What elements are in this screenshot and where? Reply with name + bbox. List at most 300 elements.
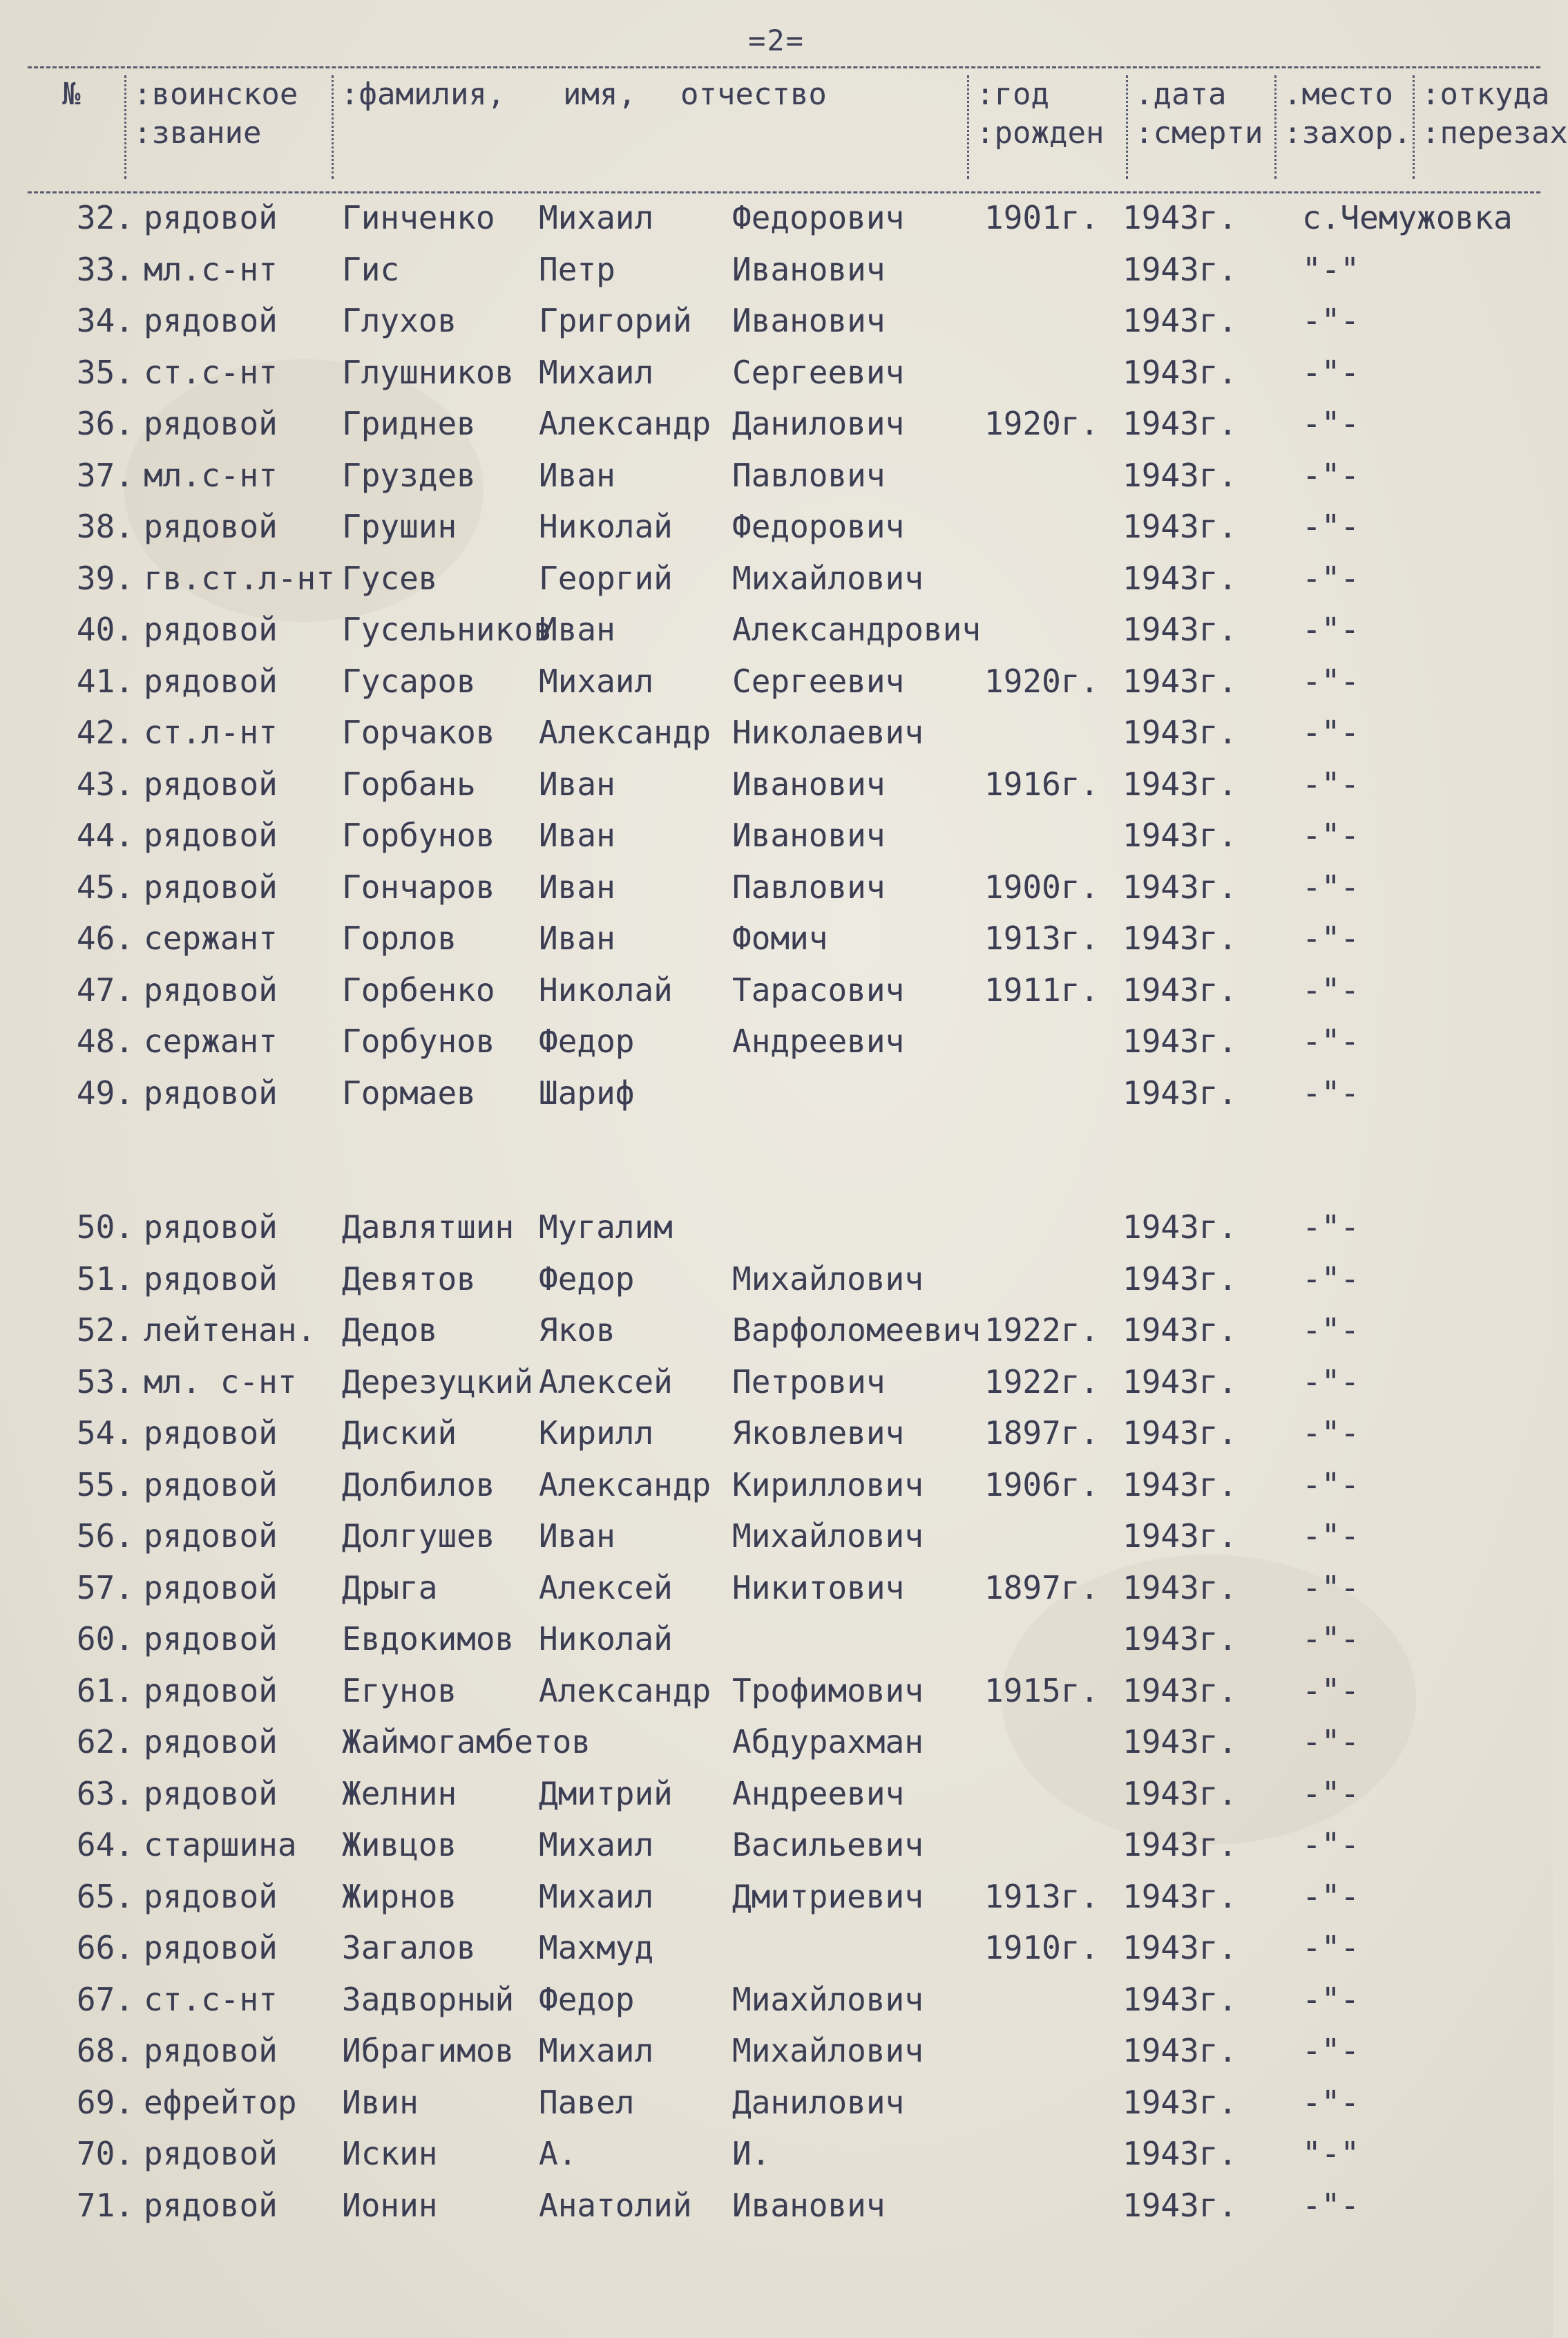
table-row (0, 708, 1553, 757)
row-surname: Горлов (342, 920, 457, 957)
row-name: Георгий (539, 559, 673, 597)
row-number: 34. (76, 302, 134, 339)
row-number: 70. (76, 2135, 134, 2172)
row-number: 54. (76, 1414, 134, 1452)
row-death-date: 1943г. (1122, 817, 1238, 854)
row-rank: рядовой (144, 1929, 278, 1966)
table-row (0, 1666, 1553, 1715)
header-death-date: .дата :смерти (1126, 75, 1283, 179)
row-number: 33. (76, 250, 134, 288)
row-death-date: 1943г. (1122, 1465, 1238, 1503)
row-burial-place: -"- (1302, 353, 1360, 391)
row-surname: Задворный (342, 1980, 515, 2018)
row-rank: рядовой (144, 868, 278, 906)
row-name: Дмитрий (539, 1774, 673, 1812)
row-death-date: 1943г. (1122, 971, 1238, 1009)
row-number: 44. (76, 817, 134, 854)
row-patronymic: Васильевич (732, 1826, 924, 1863)
row-birth-year: 1910г. (984, 1929, 1100, 1966)
row-name: Михаил (539, 1826, 654, 1863)
row-surname: Диский (342, 1414, 457, 1452)
row-number: 62. (76, 1723, 134, 1760)
row-number: 65. (76, 1877, 134, 1915)
table-row (0, 502, 1553, 551)
row-burial-place: -"- (1302, 1023, 1360, 1060)
row-number: 56. (76, 1517, 134, 1555)
row-number: 53. (76, 1362, 134, 1400)
row-birth-year: 1915г. (984, 1671, 1100, 1709)
row-death-date: 1943г. (1122, 1311, 1238, 1349)
row-birth-year: 1913г. (984, 1877, 1100, 1915)
row-number: 64. (76, 1826, 134, 1863)
row-surname: Гриднев (342, 405, 476, 442)
row-patronymic: Данилович (732, 2083, 905, 2121)
row-name: Махмуд (539, 1929, 654, 1966)
row-patronymic: Иванович (732, 765, 886, 803)
row-rank: рядовой (144, 2186, 278, 2224)
row-number: 32. (76, 199, 134, 236)
row-rank: рядовой (144, 611, 278, 648)
row-surname: Горбунов (342, 817, 495, 854)
row-number: 36. (76, 405, 134, 442)
row-burial-place: -"- (1302, 868, 1360, 906)
row-death-date: 1943г. (1122, 1023, 1238, 1060)
row-surname: Гинченко (342, 199, 495, 236)
row-patronymic: Дмитриевич (732, 1877, 924, 1915)
row-burial-place: -"- (1302, 1465, 1360, 1503)
row-death-date: 1943г. (1122, 456, 1238, 494)
row-surname: Загалов (342, 1929, 476, 1966)
row-number: 46. (76, 920, 134, 957)
row-number: 40. (76, 611, 134, 648)
row-burial-place: -"- (1302, 302, 1360, 339)
row-rank: рядовой (144, 817, 278, 854)
row-patronymic: Варфоломеевич (732, 1311, 982, 1349)
row-surname: Жаймогамбетов (342, 1723, 591, 1760)
row-burial-place: -"- (1302, 1877, 1360, 1915)
row-rank: рядовой (144, 765, 278, 803)
row-surname: Долбилов (342, 1465, 495, 1503)
row-number: 51. (76, 1260, 134, 1298)
row-burial-place: -"- (1302, 817, 1360, 854)
row-surname: Гормаев (342, 1074, 476, 1112)
row-rank: рядовой (144, 508, 278, 545)
table-row (0, 1017, 1553, 1065)
row-burial-place: -"- (1302, 1208, 1360, 1246)
row-surname: Глушников (342, 353, 515, 391)
row-rank: рядовой (144, 1517, 278, 1555)
row-death-date: 1943г. (1122, 1260, 1238, 1298)
table-row (0, 399, 1553, 448)
row-rank: рядовой (144, 1074, 278, 1112)
table-row (0, 1069, 1553, 1117)
row-burial-place: -"- (1302, 1414, 1360, 1452)
row-burial-place: -"- (1302, 1074, 1360, 1112)
table-row (0, 2026, 1553, 2075)
header-burial-place: .место :захор. (1274, 75, 1422, 179)
table-row (0, 1923, 1553, 1972)
row-death-date: 1943г. (1122, 868, 1238, 906)
table-row (0, 605, 1553, 654)
row-patronymic: Сергеевич (732, 353, 905, 391)
row-patronymic: Миахйлович (732, 1980, 924, 2018)
row-burial-place: -"- (1302, 714, 1360, 751)
row-rank: сержант (144, 920, 278, 957)
row-name: Иван (539, 817, 615, 854)
row-birth-year: 1920г. (984, 662, 1100, 700)
row-death-date: 1943г. (1122, 250, 1238, 288)
row-name: Николай (539, 508, 673, 545)
row-patronymic: Абдурахман (732, 1723, 924, 1760)
row-name: Петр (539, 250, 615, 288)
row-birth-year: 1901г. (984, 199, 1100, 236)
row-surname: Гончаров (342, 868, 495, 906)
row-burial-place: -"- (1302, 611, 1360, 648)
row-name: Михаил (539, 199, 654, 236)
row-surname: Живцов (342, 1826, 457, 1863)
table-row (0, 1255, 1553, 1303)
row-birth-year: 1920г. (984, 405, 1100, 442)
row-patronymic: Иванович (732, 817, 886, 854)
table-row (0, 1461, 1553, 1509)
row-surname: Глухов (342, 302, 457, 339)
row-patronymic: Тарасович (732, 971, 905, 1009)
row-patronymic: Иванович (732, 250, 886, 288)
row-surname: Девятов (342, 1260, 476, 1298)
header-rank: :воинское :звание (124, 75, 341, 179)
row-patronymic: Фомич (732, 920, 828, 957)
row-patronymic: Александрович (732, 611, 982, 648)
row-rank: старшина (144, 1826, 297, 1863)
row-birth-year: 1916г. (984, 765, 1100, 803)
row-rank: рядовой (144, 1671, 278, 1709)
row-death-date: 1943г. (1122, 662, 1238, 700)
header-birth-year: :год :рожден (967, 75, 1135, 179)
row-surname: Жирнов (342, 1877, 457, 1915)
row-surname: Грушин (342, 508, 457, 545)
row-death-date: 1943г. (1122, 353, 1238, 391)
row-death-date: 1943г. (1122, 199, 1238, 236)
row-surname: Ибрагимов (342, 2032, 515, 2069)
row-surname: Гис (342, 250, 400, 288)
row-name: Николай (539, 1620, 673, 1657)
row-surname: Дрыга (342, 1568, 438, 1606)
row-death-date: 1943г. (1122, 1074, 1238, 1112)
table-row (0, 245, 1553, 294)
table-row (0, 1306, 1553, 1354)
row-surname: Горбенко (342, 971, 495, 1009)
row-name: Иван (539, 1517, 615, 1555)
row-burial-place: -"- (1302, 1311, 1360, 1349)
row-surname: Гусев (342, 559, 438, 597)
row-surname: Груздев (342, 456, 476, 494)
row-surname: Егунов (342, 1671, 457, 1709)
table-row (0, 2129, 1553, 2178)
row-death-date: 1943г. (1122, 2186, 1238, 2224)
row-surname: Гусаров (342, 662, 476, 700)
row-number: 41. (76, 662, 134, 700)
row-name: Яков (539, 1311, 615, 1349)
row-surname: Давлятшин (342, 1208, 515, 1246)
row-patronymic: И. (732, 2135, 771, 2172)
row-number: 38. (76, 508, 134, 545)
table-row (0, 2181, 1553, 2230)
row-birth-year: 1897г. (984, 1568, 1100, 1606)
row-burial-place: -"- (1302, 2032, 1360, 2069)
row-death-date: 1943г. (1122, 1723, 1238, 1760)
row-name: Иван (539, 456, 615, 494)
row-death-date: 1943г. (1122, 920, 1238, 957)
row-burial-place: -"- (1302, 920, 1360, 957)
row-death-date: 1943г. (1122, 1414, 1238, 1452)
row-death-date: 1943г. (1122, 2083, 1238, 2121)
row-death-date: 1943г. (1122, 1208, 1238, 1246)
row-birth-year: 1922г. (984, 1311, 1100, 1349)
row-number: 57. (76, 1568, 134, 1606)
row-name: Федор (539, 1980, 635, 2018)
row-name: Алексей (539, 1362, 673, 1400)
row-name: Иван (539, 611, 615, 648)
row-rank: рядовой (144, 1774, 278, 1812)
table-row (0, 966, 1553, 1014)
row-rank: сержант (144, 1023, 278, 1060)
row-death-date: 1943г. (1122, 2032, 1238, 2069)
row-name: Михаил (539, 1877, 654, 1915)
row-rank: рядовой (144, 2032, 278, 2069)
row-rank: рядовой (144, 1723, 278, 1760)
row-surname: Горбунов (342, 1023, 495, 1060)
row-rank: мл. с-нт (144, 1362, 297, 1400)
row-rank: рядовой (144, 1568, 278, 1606)
row-patronymic: Михайлович (732, 559, 924, 597)
table-row (0, 193, 1553, 242)
table-row (0, 348, 1553, 397)
table-row (0, 1203, 1553, 1251)
row-burial-place: -"- (1302, 1980, 1360, 2018)
row-death-date: 1943г. (1122, 765, 1238, 803)
row-name: Мугалим (539, 1208, 673, 1246)
row-number: 67. (76, 1980, 134, 2018)
row-burial-place: -"- (1302, 1362, 1360, 1400)
row-rank: рядовой (144, 199, 278, 236)
row-surname: Дерезуцкий (342, 1362, 533, 1400)
row-patronymic: Михайлович (732, 1517, 924, 1555)
row-birth-year: 1897г. (984, 1414, 1100, 1452)
row-name: А. (539, 2135, 577, 2172)
row-death-date: 1943г. (1122, 559, 1238, 597)
row-rank: рядовой (144, 1414, 278, 1452)
table-row (0, 811, 1553, 859)
row-number: 45. (76, 868, 134, 906)
row-death-date: 1943г. (1122, 1929, 1238, 1966)
row-birth-year: 1922г. (984, 1362, 1100, 1400)
row-patronymic: Трофимович (732, 1671, 924, 1709)
row-burial-place: -"- (1302, 1929, 1360, 1966)
row-birth-year: 1906г. (984, 1465, 1100, 1503)
row-number: 49. (76, 1074, 134, 1112)
row-name: Иван (539, 765, 615, 803)
row-patronymic: Петрович (732, 1362, 886, 1400)
row-name: Михаил (539, 662, 654, 700)
row-patronymic: Андреевич (732, 1023, 905, 1060)
row-rank: лейтенан. (144, 1311, 316, 1349)
row-rank: рядовой (144, 1877, 278, 1915)
row-death-date: 1943г. (1122, 611, 1238, 648)
header-name: имя, (563, 77, 636, 112)
row-death-date: 1943г. (1122, 1671, 1238, 1709)
row-patronymic: Павлович (732, 456, 886, 494)
row-number: 50. (76, 1208, 134, 1246)
row-name: Григорий (539, 302, 692, 339)
row-burial-place: -"- (1302, 1826, 1360, 1863)
row-rank: рядовой (144, 971, 278, 1009)
row-patronymic: Данилович (732, 405, 905, 442)
row-burial-place: -"- (1302, 508, 1360, 545)
row-number: 43. (76, 765, 134, 803)
row-death-date: 1943г. (1122, 302, 1238, 339)
row-birth-year: 1911г. (984, 971, 1100, 1009)
row-burial-place: -"- (1302, 2083, 1360, 2121)
row-surname: Долгушев (342, 1517, 495, 1555)
row-name: Николай (539, 971, 673, 1009)
row-rank: мл.с-нт (144, 456, 278, 494)
row-rank: мл.с-нт (144, 250, 278, 288)
table-header (28, 66, 1568, 193)
row-surname: Горчаков (342, 714, 495, 751)
row-number: 35. (76, 353, 134, 391)
row-rank: гв.ст.л-нт (144, 559, 335, 597)
table-row (0, 296, 1553, 345)
row-name: Павел (539, 2083, 635, 2121)
row-burial-place: -"- (1302, 1517, 1360, 1555)
row-burial-place: с.Чемужовка (1302, 199, 1513, 236)
row-birth-year: 1900г. (984, 868, 1100, 906)
row-death-date: 1943г. (1122, 1774, 1238, 1812)
row-name: Иван (539, 920, 615, 957)
row-patronymic: Федорович (732, 508, 905, 545)
row-name: Федор (539, 1260, 635, 1298)
row-death-date: 1943г. (1122, 508, 1238, 545)
row-number: 55. (76, 1465, 134, 1503)
row-burial-place: -"- (1302, 765, 1360, 803)
row-name: Александр (539, 1671, 711, 1709)
row-death-date: 1943г. (1122, 1517, 1238, 1555)
row-patronymic: Сергеевич (732, 662, 905, 700)
row-number: 68. (76, 2032, 134, 2069)
row-patronymic: Иванович (732, 302, 886, 339)
row-number: 47. (76, 971, 134, 1009)
table-row (0, 554, 1553, 602)
table-row (0, 1564, 1553, 1612)
row-name: Михаил (539, 353, 654, 391)
row-number: 66. (76, 1929, 134, 1966)
row-name: Александр (539, 405, 711, 442)
row-rank: рядовой (144, 405, 278, 442)
row-death-date: 1943г. (1122, 2135, 1238, 2172)
header-patronymic: отчество (680, 77, 827, 112)
row-rank: рядовой (144, 1465, 278, 1503)
table-row (0, 1975, 1553, 2024)
row-burial-place: -"- (1302, 971, 1360, 1009)
row-patronymic: Николаевич (732, 714, 924, 751)
table-row (0, 451, 1553, 500)
table-row (0, 1872, 1553, 1921)
row-patronymic: Федорович (732, 199, 905, 236)
row-number: 39. (76, 559, 134, 597)
row-rank: ст.с-нт (144, 353, 278, 391)
row-rank: рядовой (144, 1260, 278, 1298)
row-burial-place: "-" (1302, 250, 1360, 288)
row-death-date: 1943г. (1122, 1620, 1238, 1657)
row-rank: рядовой (144, 2135, 278, 2172)
row-rank: ст.л-нт (144, 714, 278, 751)
table-row (0, 1769, 1553, 1818)
row-death-date: 1943г. (1122, 1362, 1238, 1400)
row-burial-place: "-" (1302, 2135, 1360, 2172)
row-number: 60. (76, 1620, 134, 1657)
row-rank: рядовой (144, 1620, 278, 1657)
row-burial-place: -"- (1302, 456, 1360, 494)
table-row (0, 863, 1553, 911)
row-patronymic: Павлович (732, 868, 886, 906)
row-number: 61. (76, 1671, 134, 1709)
row-surname: Искин (342, 2135, 438, 2172)
row-surname: Дедов (342, 1311, 438, 1349)
row-number: 48. (76, 1023, 134, 1060)
row-patronymic: Яковлевич (732, 1414, 905, 1452)
table-row (0, 1358, 1553, 1406)
table-row (0, 1615, 1553, 1663)
table-row (0, 1409, 1553, 1457)
row-name: Федор (539, 1023, 635, 1060)
row-name: Иван (539, 868, 615, 906)
header-num: № (62, 77, 81, 112)
row-death-date: 1943г. (1122, 1980, 1238, 2018)
table-row (0, 1512, 1553, 1560)
page-number: =2= (748, 23, 805, 57)
header-from-where: :откуда :перезах (1413, 75, 1542, 179)
row-burial-place: -"- (1302, 1260, 1360, 1298)
table-row (0, 1821, 1553, 1869)
row-patronymic: Андреевич (732, 1774, 905, 1812)
row-surname: Ивин (342, 2083, 419, 2121)
row-number: 42. (76, 714, 134, 751)
row-rank: ефрейтор (144, 2083, 297, 2121)
header-surname: :фамилия, (332, 75, 541, 179)
row-burial-place: -"- (1302, 405, 1360, 442)
table-row (0, 1718, 1553, 1766)
row-burial-place: -"- (1302, 559, 1360, 597)
row-death-date: 1943г. (1122, 405, 1238, 442)
table-row (0, 2078, 1553, 2127)
row-patronymic: Михайлович (732, 2032, 924, 2069)
row-surname: Гусельников (342, 611, 553, 648)
row-patronymic: Никитович (732, 1568, 905, 1606)
row-rank: рядовой (144, 662, 278, 700)
row-death-date: 1943г. (1122, 1877, 1238, 1915)
row-patronymic: Иванович (732, 2186, 886, 2224)
table-row (0, 760, 1553, 808)
row-name: Анатолий (539, 2186, 692, 2224)
row-burial-place: -"- (1302, 1568, 1360, 1606)
row-name: Алексей (539, 1568, 673, 1606)
row-name: Кирилл (539, 1414, 654, 1452)
table-row (0, 657, 1553, 705)
row-surname: Горбань (342, 765, 476, 803)
row-death-date: 1943г. (1122, 1568, 1238, 1606)
row-burial-place: -"- (1302, 1671, 1360, 1709)
row-number: 52. (76, 1311, 134, 1349)
